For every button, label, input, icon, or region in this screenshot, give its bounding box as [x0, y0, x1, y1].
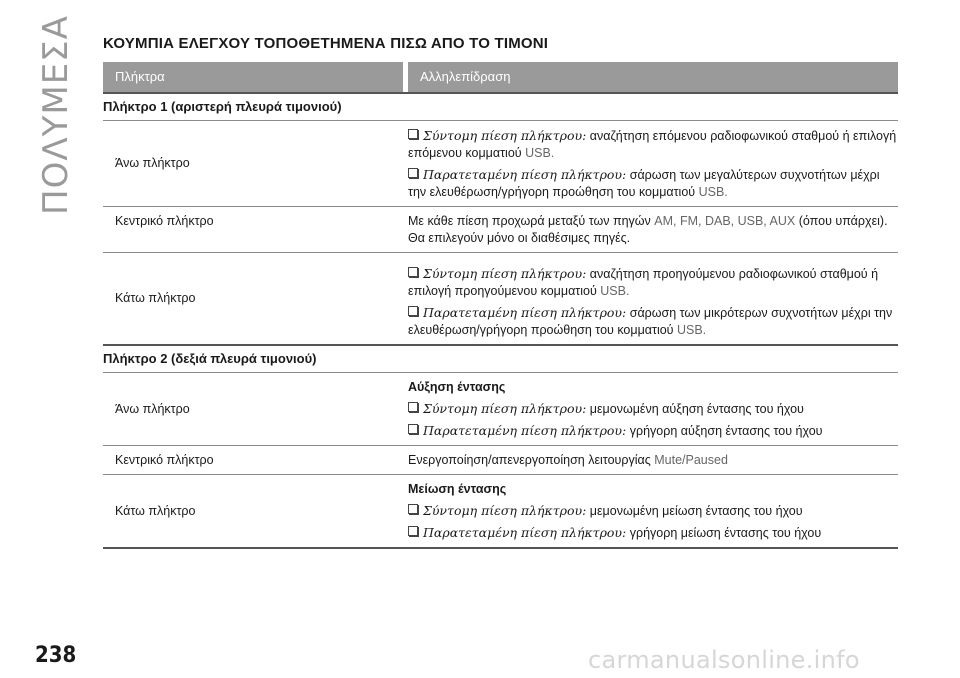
row-text: Ενεργοποίηση/απενεργοποίηση λειτουργίας [408, 453, 655, 467]
row-label: Κεντρικό πλήκτρο [115, 452, 214, 467]
bullet-text: γρήγορη μείωση έντασης του ήχου [626, 526, 822, 540]
row-text-grey: Mute/Paused [654, 453, 728, 467]
bullet-item [408, 166, 898, 201]
row-label: Κάτω πλήκτρο [115, 291, 196, 305]
bullet-item [408, 304, 898, 339]
row-label: Άνω πλήκτρο [115, 401, 190, 416]
row-content [408, 253, 898, 344]
bullet-text: σάρωση των μικρότερων συχνοτήτων μέχρι την ελευθέρωση/γρήγορη προώθηση του κομματιού [408, 306, 893, 337]
table-row [103, 120, 898, 206]
bullet-prefix: Παρατεταμένη πίεση πλήκτρου: [423, 525, 627, 540]
bullet-item [408, 400, 898, 418]
bullet-text: γρήγορη αύξηση έντασης του ήχου [626, 424, 823, 438]
bullet-item [408, 422, 898, 440]
bullet-item [408, 265, 898, 300]
row-text: Με κάθε πίεση προχωρά μεταξύ των πηγών [408, 214, 655, 228]
bullet-text: μεμονωμένη μείωση έντασης του ήχου [586, 504, 803, 518]
checkbox-bullet-icon [408, 424, 418, 434]
row-subheading: Αύξηση έντασης [408, 380, 506, 394]
bullet-item [408, 524, 898, 542]
header-keys: Πλήκτρα [103, 62, 403, 92]
checkbox-bullet-icon [408, 402, 418, 412]
page-title: ΚΟΥΜΠΙΑ ΕΛΕΓΧΟΥ ΤΟΠΟΘΕΤΗΜΕΝΑ ΠΙΣΩ ΑΠΟ ΤΟ ΤΙΜΟΝΙ [103, 35, 549, 52]
bullet-prefix: Παρατεταμένη πίεση πλήκτρου: [423, 423, 627, 438]
checkbox-bullet-icon [408, 526, 418, 536]
row-label: Άνω πλήκτρο [115, 156, 190, 170]
bullet-item [408, 502, 898, 520]
row-content [408, 207, 898, 252]
bullet-tail: USB. [525, 146, 555, 160]
bullet-text: μεμονωμένη αύξηση έντασης του ήχου [586, 402, 804, 416]
bullet-prefix: Παρατεταμένη πίεση πλήκτρου: [423, 305, 627, 320]
table-row [103, 206, 898, 252]
checkbox-bullet-icon [408, 306, 418, 316]
header-interaction: Αλληλεπίδραση [408, 62, 898, 92]
row-label: Κεντρικό πλήκτρο [115, 214, 214, 228]
bullet-tail: USB. [698, 185, 728, 199]
bullet-prefix: Σύντομη πίεση πλήκτρου: [423, 266, 587, 281]
table-row [103, 474, 898, 549]
table-row [103, 445, 898, 474]
bullet-prefix: Σύντομη πίεση πλήκτρου: [423, 128, 587, 143]
checkbox-bullet-icon [408, 129, 418, 139]
row-content [408, 446, 898, 474]
checkbox-bullet-icon [408, 267, 418, 277]
bullet-prefix: Παρατεταμένη πίεση πλήκτρου: [423, 167, 627, 182]
checkbox-bullet-icon [408, 168, 418, 178]
bullet-text: αναζήτηση επόμενου ραδιοφωνικού σταθμού ή επιλογή επόμενου κομματιού [408, 129, 897, 160]
row-text-grey: AM, FM, DAB, USB, AUX [654, 214, 796, 228]
row-content [408, 475, 898, 547]
watermark: carmanualsonline.info [588, 646, 860, 674]
bullet-prefix: Σύντομη πίεση πλήκτρου: [423, 401, 587, 416]
row-content [408, 373, 898, 445]
section-title: Πλήκτρο 1 (αριστερή πλευρά τιμονιού) [103, 92, 898, 120]
bullet-prefix: Σύντομη πίεση πλήκτρου: [423, 503, 587, 518]
table-header [103, 62, 898, 92]
bullet-text: σάρωση των μεγαλύτερων συχνοτήτων μέχρι την ελευθέρωση/γρήγορη προώθηση του κομματιού [408, 168, 880, 199]
checkbox-bullet-icon [408, 504, 418, 514]
bullet-tail: USB. [676, 323, 707, 337]
row-label: Κάτω πλήκτρο [115, 503, 196, 518]
bullet-text: αναζήτηση προηγούμενου ραδιοφωνικού σταθμού ή επιλογή προηγούμενου κομματιού [408, 267, 879, 298]
row-subheading: Μείωση έντασης [408, 482, 507, 496]
controls-table [103, 62, 898, 549]
section-title: Πλήκτρο 2 (δεξιά πλευρά τιμονιού) [103, 344, 898, 372]
row-content [408, 121, 898, 206]
row-text-tail: (όπου υπάρχει). Θα επιλεγούν μόνο οι διαθέσιμες πηγές. [408, 214, 888, 245]
bullet-tail: USB. [600, 284, 630, 298]
side-section-title: ΠΟΛΥΜΕΣΑ [36, 15, 76, 215]
table-row [103, 372, 898, 445]
bullet-item [408, 127, 898, 162]
table-row [103, 252, 898, 344]
page-number: 238 [35, 643, 77, 668]
